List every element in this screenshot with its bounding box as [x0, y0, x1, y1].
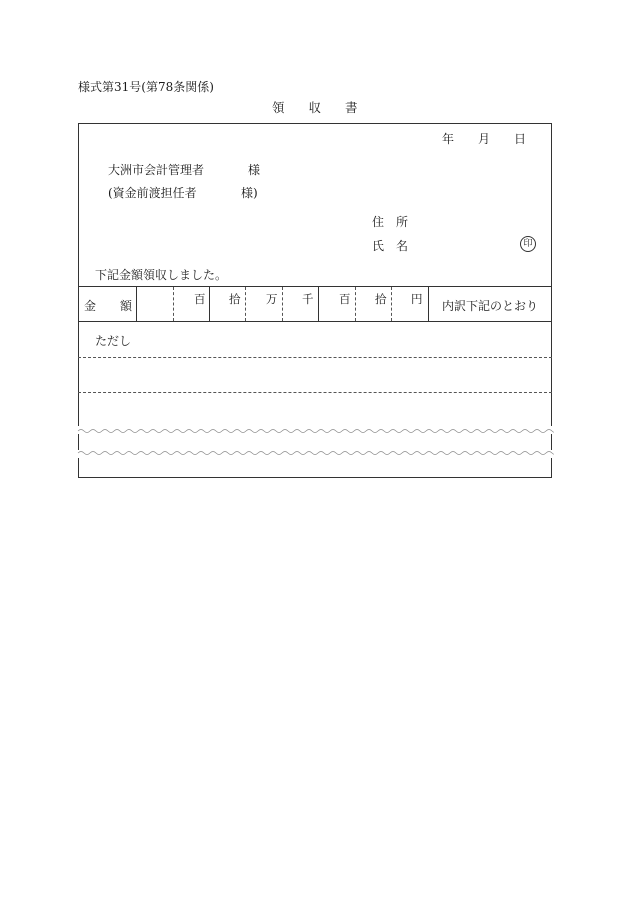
note-line — [78, 392, 552, 393]
digit-sen: 千 — [302, 292, 314, 306]
digit-hyaku-2: 百 — [339, 292, 351, 306]
form-number: 様式第31号(第78条関係) — [78, 80, 214, 94]
amount-row — [78, 286, 552, 322]
date-year: 年 — [442, 132, 455, 146]
breakdown-divider — [428, 287, 429, 321]
seal-mark: 印 — [520, 236, 536, 252]
addressee-line1-suffix: 様 — [248, 163, 261, 177]
title-char-1: 領 — [272, 100, 285, 115]
addressee-line2-suffix: 様) — [241, 186, 258, 200]
date-month: 月 — [478, 132, 491, 146]
omission-wave — [76, 426, 554, 434]
amount-label: 金 額 — [84, 299, 133, 313]
title-char-2: 収 — [308, 100, 322, 115]
date-day: 日 — [514, 132, 527, 146]
digit-hyaku-1: 百 — [194, 292, 206, 306]
digit-divider — [318, 287, 319, 321]
digit-divider — [245, 287, 246, 321]
note-line — [78, 357, 552, 358]
digit-divider — [391, 287, 392, 321]
digit-divider — [355, 287, 356, 321]
addressee-line2: (資金前渡担任者 — [108, 186, 197, 200]
digit-man: 万 — [266, 292, 278, 306]
name-label: 氏 名 — [372, 239, 409, 253]
note-label: ただし — [95, 334, 132, 348]
breakdown-text: 内訳下記のとおり — [442, 299, 539, 313]
address-label: 住 所 — [372, 215, 409, 229]
statement-text: 下記金額領収しました。 — [95, 268, 228, 282]
digit-ju-2: 拾 — [375, 292, 387, 306]
digit-divider — [282, 287, 283, 321]
digit-yen: 円 — [411, 292, 423, 306]
digit-divider — [173, 287, 174, 321]
amount-divider — [136, 287, 137, 321]
document-title — [272, 98, 358, 116]
omission-wave — [76, 450, 554, 458]
digit-divider — [209, 287, 210, 321]
digit-ju-1: 拾 — [229, 292, 241, 306]
addressee-line1: 大洲市会計管理者 — [108, 163, 205, 177]
title-char-3: 書 — [345, 100, 358, 115]
